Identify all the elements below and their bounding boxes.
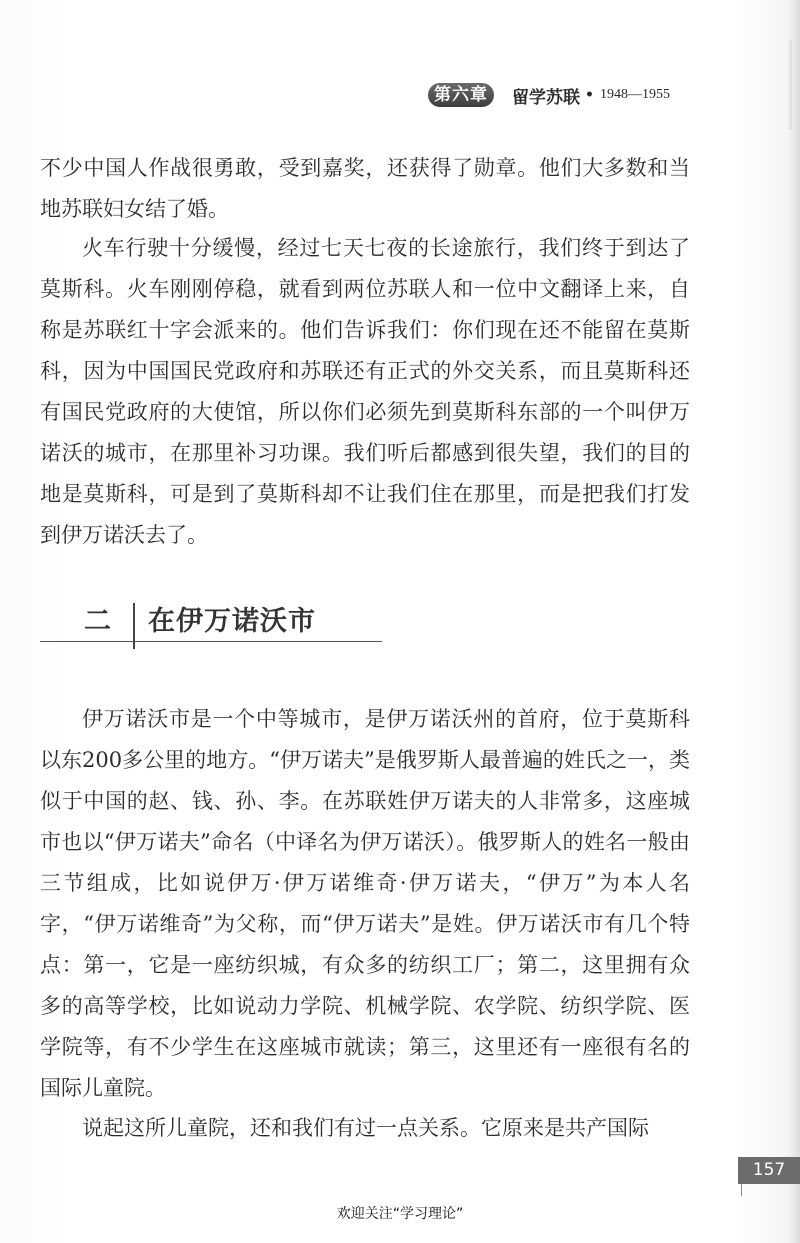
section-divider	[133, 603, 135, 649]
running-header	[428, 80, 670, 110]
chapter-badge: 第六章	[428, 83, 494, 107]
section-heading	[40, 597, 382, 642]
body-paragraph-1: 不少中国人作战很勇敢，受到嘉奖，还获得了勋章。他们大多数和当地苏联妇女结了婚。	[40, 156, 690, 221]
page-edge-shadow	[786, 0, 800, 1243]
page-number-tab: 157	[738, 1157, 800, 1184]
footer-caption: 欢迎关注“学习理论”	[336, 1206, 464, 1222]
page-scuff-mark	[789, 40, 792, 130]
body-paragraph-4: 说起这所儿童院，还和我们有过一点关系。它原来是共产国际	[82, 1116, 649, 1140]
chapter-years: 1948—1955	[599, 87, 670, 102]
body-paragraph-3: 伊万诺沃市是一个中等城市，是伊万诺沃州的首府，位于莫斯科以东200多公里的地方。“伊万诺夫”是俄罗斯人最普遍的姓氏之一，类似于中国的赵、钱、孙、李。在苏联姓伊万诺夫的人非常多，这座城市也以“伊万诺夫”命名（中译名为伊万诺沃）。俄罗斯人的姓名一般由三节组成，比如说伊万·伊万诺维奇·伊万诺夫，“伊万”为本人名字，“伊万诺维奇”为父称，而“伊万诺夫”是姓。伊万诺沃市有几个特点：第一，它是一座纺织城，有众多的纺织工厂；第二，这里拥有众多的高等学校，比如说动力学院、机械学院、农学院、纺织学院、医学院等，有不少学生在这座城市就读；第三，这里还有一座很有名的国际儿童院。	[40, 707, 690, 1100]
section-title: 在伊万诺沃市	[148, 606, 316, 637]
body-paragraph-2: 火车行驶十分缓慢，经过七天七夜的长途旅行，我们终于到达了莫斯科。火车刚刚停稳，就看到两位苏联人和一位中文翻译上来，自称是苏联红十字会派来的。他们告诉我们：你们现在还不能留在莫斯科，因为中国国民党政府和苏联还有正式的外交关系，而且莫斯科还有国民党政府的大使馆，所以你们必须先到莫斯科东部的一个叫伊万诺沃的城市，在那里补习功课。我们听后都感到很失望，我们的目的地是莫斯科，可是到了莫斯科却不让我们住在那里，而是把我们打发到伊万诺沃去了。	[40, 236, 690, 547]
page-number-tick	[741, 1184, 742, 1196]
section-number: 二	[84, 606, 111, 637]
header-separator: •	[585, 87, 594, 103]
chapter-title: 留学苏联	[512, 87, 580, 108]
